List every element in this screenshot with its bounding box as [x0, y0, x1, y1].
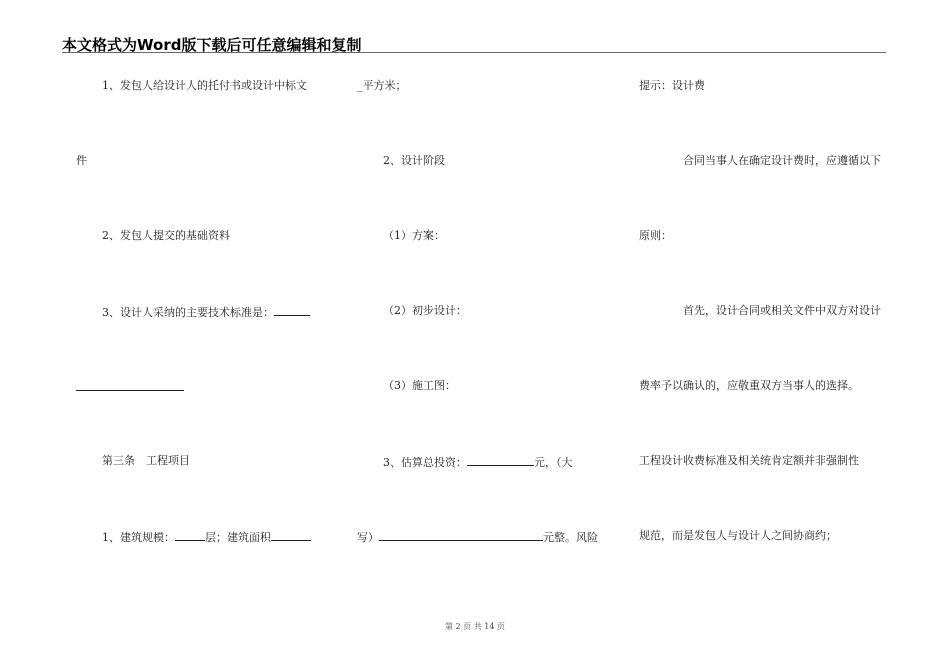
fill-in-blank — [274, 304, 310, 316]
paragraph-line: （3）施工图： — [383, 379, 456, 392]
text-column-1 — [76, 0, 326, 640]
line-text: 元整。风险 — [543, 531, 598, 544]
paragraph-line: （1）方案： — [383, 229, 445, 242]
line-text: 元，（大 — [534, 456, 573, 469]
line-text: 3、估算总投资： — [383, 456, 467, 469]
line-text: 1、建筑规模： — [102, 531, 175, 544]
paragraph-line: 原则： — [639, 229, 672, 242]
paragraph-line: （2）初步设计： — [383, 304, 467, 317]
paragraph-line: 首先，设计合同或相关文件中双方对设计 — [683, 304, 881, 317]
paragraph-line — [357, 454, 607, 470]
paragraph-line: 件 — [76, 154, 87, 167]
paragraph-line — [357, 529, 607, 545]
line-text: 3、设计人采纳的主要技术标准是： — [102, 306, 274, 319]
fill-in-blank — [467, 454, 534, 466]
paragraph-line: 规范，而是发包人与设计人之间协商约； — [639, 529, 837, 542]
line-text: 写） — [357, 531, 379, 544]
paragraph-line: 工程设计收费标准及相关统肯定额并非强制性 — [639, 454, 859, 467]
fill-in-blank — [271, 529, 311, 541]
tip-label: 提示：设计费 — [639, 79, 705, 92]
fill-in-blank — [379, 529, 543, 541]
fill-in-blank — [76, 379, 184, 391]
paragraph-line — [76, 304, 326, 320]
paragraph-line — [76, 379, 326, 395]
section-heading: 第三条 工程项目 — [102, 454, 190, 467]
line-text: 层；建筑面积 — [205, 531, 271, 544]
text-column-2 — [357, 0, 607, 640]
paragraph-line: _平方米； — [357, 79, 407, 92]
paragraph-line: 费率予以确认的，应敬重双方当事人的选择。 — [639, 379, 859, 392]
document-header-title: 本文格式为Word版下载后可任意编辑和复制 — [62, 36, 362, 54]
page-number: 第 2 页 共 14 页 — [445, 622, 505, 631]
paragraph-line: 2、发包人提交的基础资料 — [102, 229, 230, 242]
paragraph-line: 1、发包人给设计人的托付书或设计中标文 — [102, 79, 307, 92]
paragraph-line — [76, 529, 326, 545]
text-column-3 — [639, 0, 881, 640]
fill-in-blank — [175, 529, 205, 541]
paragraph-line: 合同当事人在确定设计费时，应遵循以下 — [683, 154, 881, 167]
paragraph-line: 2、设计阶段 — [383, 154, 445, 167]
